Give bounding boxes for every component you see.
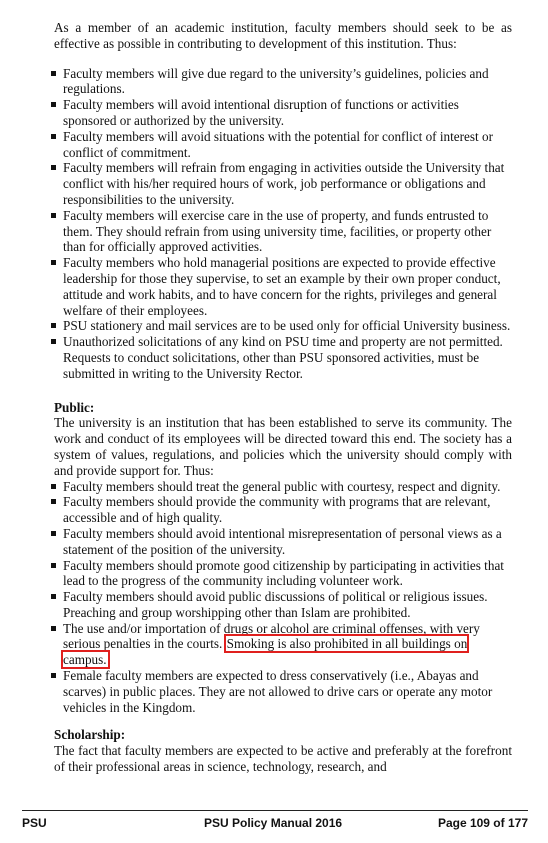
- bullet-icon: [51, 339, 56, 344]
- page-number: Page 109 of 177: [437, 816, 528, 830]
- footer-divider: [22, 810, 528, 811]
- bullet-icon: [51, 134, 56, 139]
- bullet-icon: [51, 673, 56, 678]
- list-item: Faculty members should avoid intentional misrepresentation of personal views as a statement of the position of the university.: [54, 526, 512, 558]
- list-item: Female faculty members are expected to dress conservatively (i.e., Abayas and scarves) in public places. They are not allowed to drive cars or operate any motor vehicles in the Kingdom.: [54, 668, 512, 715]
- bullet-icon: [51, 323, 56, 328]
- bullet-icon: [51, 165, 56, 170]
- list-item: Faculty members who hold managerial positions are expected to provide effective leadership for those they supervise, to set an example by their own proper conduct, attitude and work habits, and to have concern for the rights, privileges and general welfare of their employees.: [54, 255, 512, 318]
- document-body: [54, 20, 512, 775]
- footer-left: PSU: [22, 816, 47, 830]
- bullet-icon: [51, 484, 56, 489]
- intro-paragraph: As a member of an academic institution, faculty members should seek to be as effective as possible in contributing to development of this institution. Thus:: [54, 20, 512, 51]
- public-list: [54, 479, 512, 716]
- list-item: Faculty members will give due regard to the university’s guidelines, policies and regulations.: [54, 66, 512, 98]
- footer-title: PSU Policy Manual 2016: [204, 816, 343, 830]
- bullet-icon: [51, 102, 56, 107]
- list-item: Faculty members will exercise care in the use of property, and funds entrusted to them. They should refrain from using university time, facilities, or property other than for officially approved activities.: [54, 208, 512, 255]
- bullet-icon: [51, 499, 56, 504]
- bullet-icon: [51, 260, 56, 265]
- list-item: PSU stationery and mail services are to be used only for official University business.: [54, 318, 512, 334]
- scholarship-heading: Scholarship:: [54, 727, 126, 743]
- public-paragraph: The university is an institution that has been established to serve its community. The work and conduct of its employees will be directed toward this end. The society has a system of values, regulations, and policies which the university should comply with and provide support for. Thus:: [54, 415, 512, 478]
- list-item: Faculty members should treat the general public with courtesy, respect and dignity.: [54, 479, 512, 495]
- public-heading: Public:: [54, 399, 95, 415]
- list-item: Faculty members will avoid situations with the potential for conflict of interest or conflict of commitment.: [54, 129, 512, 161]
- bullet-icon: [51, 531, 56, 536]
- bullet-icon: [51, 626, 56, 631]
- list-item: Faculty members should promote good citizenship by participating in activities that lead to the progress of the community including volunteer work.: [54, 558, 512, 590]
- list-item: Faculty members will refrain from engaging in activities outside the University that conflict with his/her required hours of work, job performance or obligations and responsibilities to the university.: [54, 160, 512, 207]
- smoking-highlight: Smoking is also prohibited in all buildings on campus.: [63, 636, 468, 668]
- duties-list: [54, 66, 512, 382]
- list-item: Faculty members should avoid public discussions of political or religious issues. Preaching and group worshipping other than Islam are prohibited.: [54, 589, 512, 621]
- list-item: Faculty members should provide the community with programs that are relevant, accessible and of high quality.: [54, 494, 512, 526]
- list-item: The use and/or importation of drugs or alcohol are criminal offenses, with very serious penalties in the courts. Smoking is also prohibited in all buildings on campus.: [54, 621, 512, 668]
- bullet-icon: [51, 71, 56, 76]
- list-item: Faculty members will avoid intentional disruption of functions or activities sponsored or authorized by the university.: [54, 97, 512, 129]
- bullet-icon: [51, 213, 56, 218]
- bullet-icon: [51, 563, 56, 568]
- bullet-icon: [51, 594, 56, 599]
- list-item: Unauthorized solicitations of any kind on PSU time and property are not permitted. Requests to conduct solicitations, other than PSU sponsored activities, must be submitted in writing to the University Rector.: [54, 334, 512, 381]
- scholarship-paragraph: The fact that faculty members are expected to be active and preferably at the forefront of their professional areas in science, technology, research, and: [54, 743, 512, 775]
